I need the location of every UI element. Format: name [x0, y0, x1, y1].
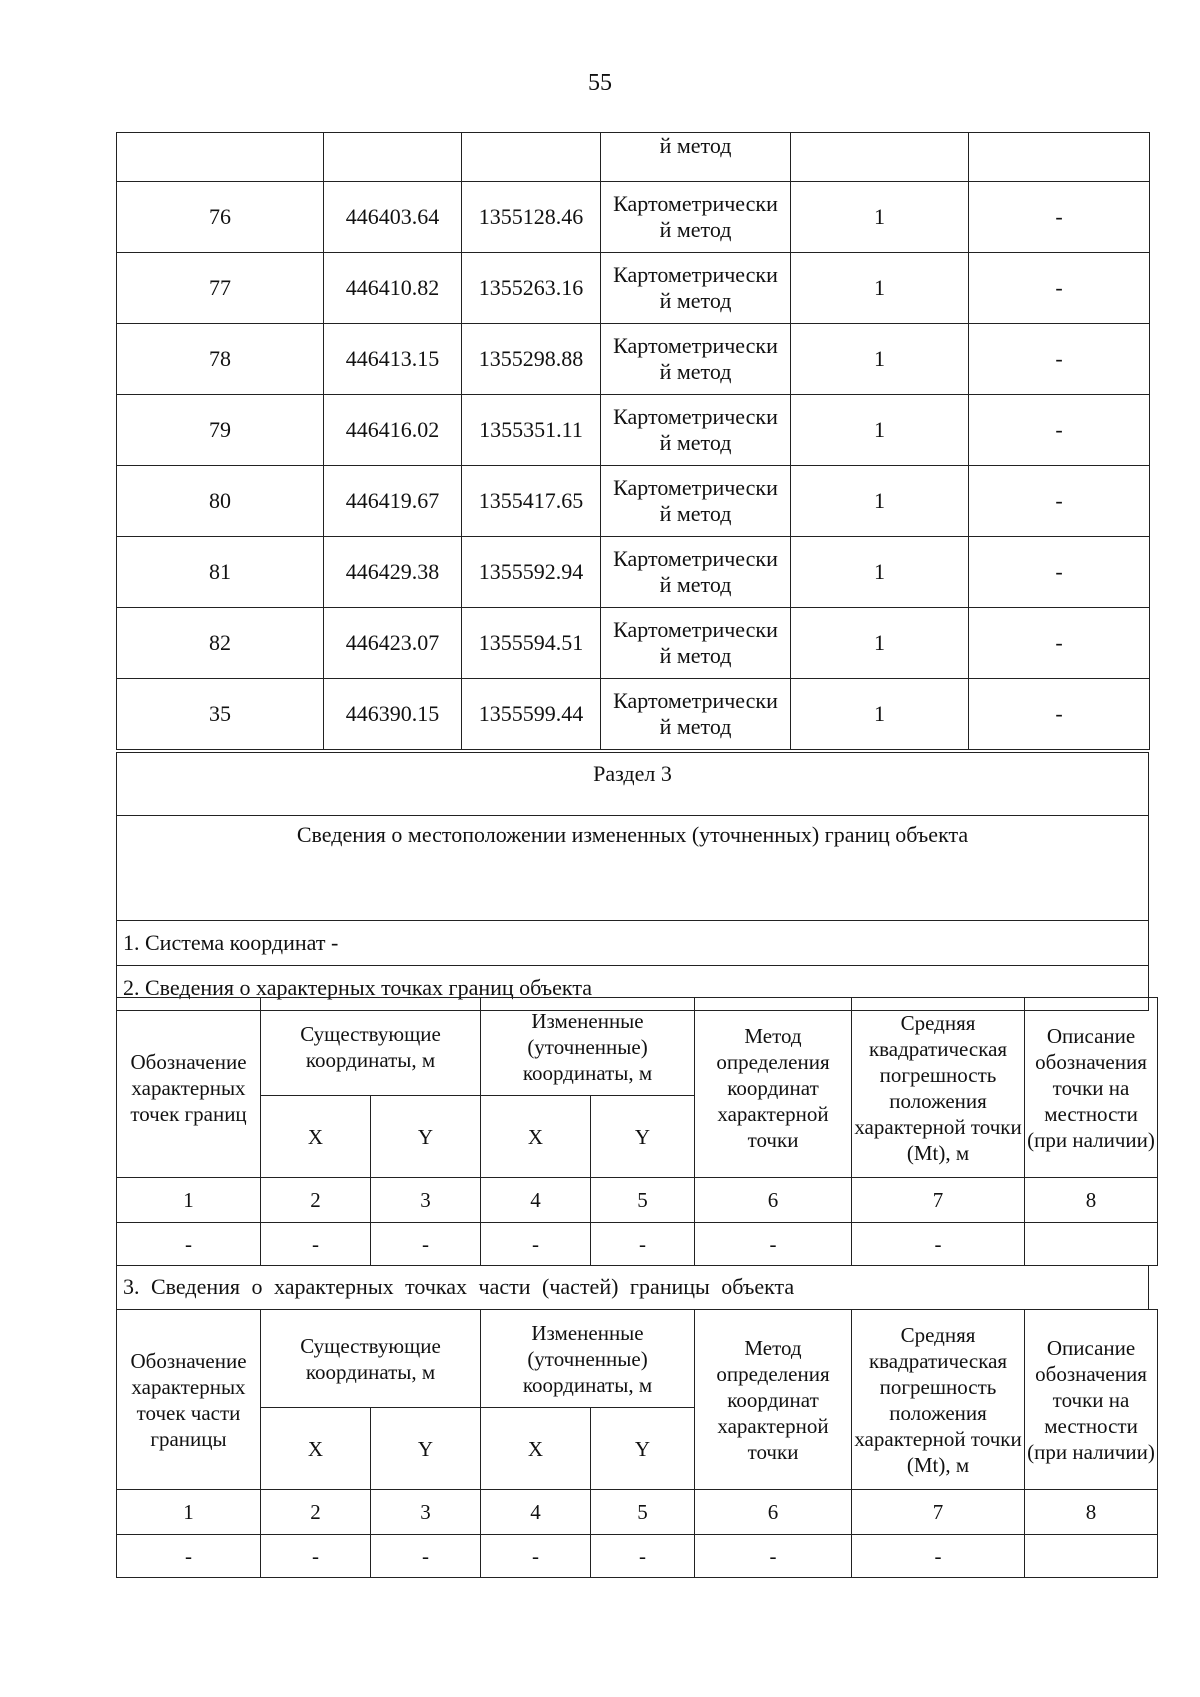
table-row [117, 608, 1150, 679]
col-number: 6 [695, 1178, 852, 1223]
section-block [116, 752, 1149, 1011]
description: - [969, 608, 1150, 679]
table-row [117, 1535, 1158, 1578]
coord-y: 1355128.46 [462, 182, 601, 253]
method-line: й метод [659, 217, 732, 242]
table-row [117, 537, 1150, 608]
point-id: 78 [117, 324, 324, 395]
coord-y: 1355351.11 [462, 395, 601, 466]
accuracy: 1 [791, 679, 969, 750]
col-number: 1 [117, 1178, 261, 1223]
method-cell [601, 608, 791, 679]
cell: - [852, 1223, 1025, 1266]
col-number: 4 [481, 1490, 591, 1535]
col-number: 2 [261, 1490, 371, 1535]
table-row [117, 679, 1150, 750]
col-number: 5 [591, 1178, 695, 1223]
col-number: 8 [1025, 1490, 1158, 1535]
col-x-changed: X [481, 1408, 591, 1490]
col-y-changed: Y [591, 1096, 695, 1178]
accuracy: 1 [791, 182, 969, 253]
cell: - [371, 1535, 481, 1578]
table-row [117, 253, 1150, 324]
description: - [969, 324, 1150, 395]
method-line: Картометрически [613, 546, 778, 571]
col-number: 5 [591, 1490, 695, 1535]
accuracy: 1 [791, 253, 969, 324]
part-boundary-points-table [116, 1309, 1158, 1578]
table-row [117, 1223, 1158, 1266]
point-id: 82 [117, 608, 324, 679]
point-id: 77 [117, 253, 324, 324]
method-line: Картометрически [613, 333, 778, 358]
coord-y: 1355599.44 [462, 679, 601, 750]
cell: - [371, 1223, 481, 1266]
page-number: 55 [588, 70, 612, 96]
coord-x: 446413.15 [324, 324, 462, 395]
col-number: 3 [371, 1178, 481, 1223]
point-id: 79 [117, 395, 324, 466]
boundary-points-item: 2. Сведения о характерных точках границ объекта [117, 966, 1149, 1011]
cell: - [695, 1223, 852, 1266]
coord-x: 446416.02 [324, 395, 462, 466]
coord-x: 446403.64 [324, 182, 462, 253]
description: - [969, 466, 1150, 537]
coord-x: 446419.67 [324, 466, 462, 537]
col-number: 1 [117, 1490, 261, 1535]
col-number: 4 [481, 1178, 591, 1223]
method-cell [601, 537, 791, 608]
col-header-existing: Существующие координаты, м [261, 1310, 481, 1408]
cell: - [117, 1223, 261, 1266]
method-cell [601, 182, 791, 253]
method-line: й метод [659, 359, 732, 384]
cell: - [695, 1535, 852, 1578]
col-y-existing: Y [371, 1096, 481, 1178]
col-header-description: Описание обозначения точки на местности (при наличии) [1025, 998, 1158, 1178]
col-y-changed: Y [591, 1408, 695, 1490]
point-id: 76 [117, 182, 324, 253]
cell: - [852, 1535, 1025, 1578]
col-x-existing: X [261, 1096, 371, 1178]
part-boundary-points-item [116, 1265, 1149, 1309]
cell [1025, 1535, 1158, 1578]
points-table [116, 132, 1150, 750]
method-line: Картометрически [613, 617, 778, 642]
cell: - [481, 1223, 591, 1266]
description: - [969, 253, 1150, 324]
method-line: й метод [659, 430, 732, 455]
description: - [969, 679, 1150, 750]
method-line: Картометрически [613, 262, 778, 287]
coord-y: 1355417.65 [462, 466, 601, 537]
col-number: 8 [1025, 1178, 1158, 1223]
method-line: Картометрически [613, 475, 778, 500]
point-id: 35 [117, 679, 324, 750]
coord-x: 446423.07 [324, 608, 462, 679]
accuracy: 1 [791, 324, 969, 395]
method-line: й метод [659, 288, 732, 313]
col-number: 2 [261, 1178, 371, 1223]
col-header-changed: Измененные (уточненные) координаты, м [481, 1310, 695, 1408]
coordinate-system-item: 1. Система координат - [117, 921, 1149, 966]
col-header-accuracy: Средняя квадратическая погрешность положения характерной точки (Mt), м [852, 1310, 1025, 1490]
col-x-existing: X [261, 1408, 371, 1490]
method-line: й метод [659, 501, 732, 526]
cell: - [481, 1535, 591, 1578]
col-header-existing: Существующие координаты, м [261, 998, 481, 1096]
coord-y: 1355592.94 [462, 537, 601, 608]
method-cell [601, 679, 791, 750]
column-numbers-row [117, 1178, 1158, 1223]
cell: - [261, 1223, 371, 1266]
method-cell [601, 395, 791, 466]
method-line: Картометрически [613, 191, 778, 216]
description: - [969, 395, 1150, 466]
method-line: й метод [659, 572, 732, 597]
method-cell: й метод [601, 133, 791, 182]
cell: - [591, 1223, 695, 1266]
method-cell [601, 324, 791, 395]
accuracy: 1 [791, 395, 969, 466]
method-line: й метод [659, 714, 732, 739]
coord-y: 1355298.88 [462, 324, 601, 395]
col-number: 7 [852, 1490, 1025, 1535]
col-number: 7 [852, 1178, 1025, 1223]
col-header-changed: Измененные (уточненные) координаты, м [481, 998, 695, 1096]
point-id: 81 [117, 537, 324, 608]
col-y-existing: Y [371, 1408, 481, 1490]
col-header-method: Метод определения координат характерной точки [695, 1310, 852, 1490]
cell [1025, 1223, 1158, 1266]
coord-x: 446429.38 [324, 537, 462, 608]
description: - [969, 537, 1150, 608]
col-x-changed: X [481, 1096, 591, 1178]
col-header-designation: Обозначение характерных точек границ [117, 998, 261, 1178]
section-title: Раздел 3 [117, 753, 1149, 816]
coord-x: 446390.15 [324, 679, 462, 750]
table-row [117, 466, 1150, 537]
cell: - [117, 1535, 261, 1578]
coord-x: 446410.82 [324, 253, 462, 324]
coord-y: 1355263.16 [462, 253, 601, 324]
method-line: Картометрически [613, 688, 778, 713]
method-line: й метод [659, 643, 732, 668]
boundary-points-table [116, 997, 1158, 1266]
table-row [117, 182, 1150, 253]
col-header-description: Описание обозначения точки на местности (при наличии) [1025, 1310, 1158, 1490]
table-row [117, 395, 1150, 466]
col-header-method: Метод определения координат характерной точки [695, 998, 852, 1178]
table-row [117, 133, 1150, 182]
col-number: 6 [695, 1490, 852, 1535]
coord-y: 1355594.51 [462, 608, 601, 679]
accuracy: 1 [791, 608, 969, 679]
point-id: 80 [117, 466, 324, 537]
col-header-designation: Обозначение характерных точек части границы [117, 1310, 261, 1490]
column-numbers-row [117, 1490, 1158, 1535]
accuracy: 1 [791, 466, 969, 537]
part-boundary-points-label: 3. Сведения о характерных точках части (частей) границы объекта [123, 1274, 795, 1299]
description: - [969, 182, 1150, 253]
method-cell [601, 253, 791, 324]
method-cell [601, 466, 791, 537]
col-number: 3 [371, 1490, 481, 1535]
method-line: Картометрически [613, 404, 778, 429]
cell: - [591, 1535, 695, 1578]
col-header-accuracy: Средняя квадратическая погрешность положения характерной точки (Mt), м [852, 998, 1025, 1178]
table-row [117, 324, 1150, 395]
section-description: Сведения о местоположении измененных (уточненных) границ объекта [117, 816, 1149, 921]
cell: - [261, 1535, 371, 1578]
accuracy: 1 [791, 537, 969, 608]
